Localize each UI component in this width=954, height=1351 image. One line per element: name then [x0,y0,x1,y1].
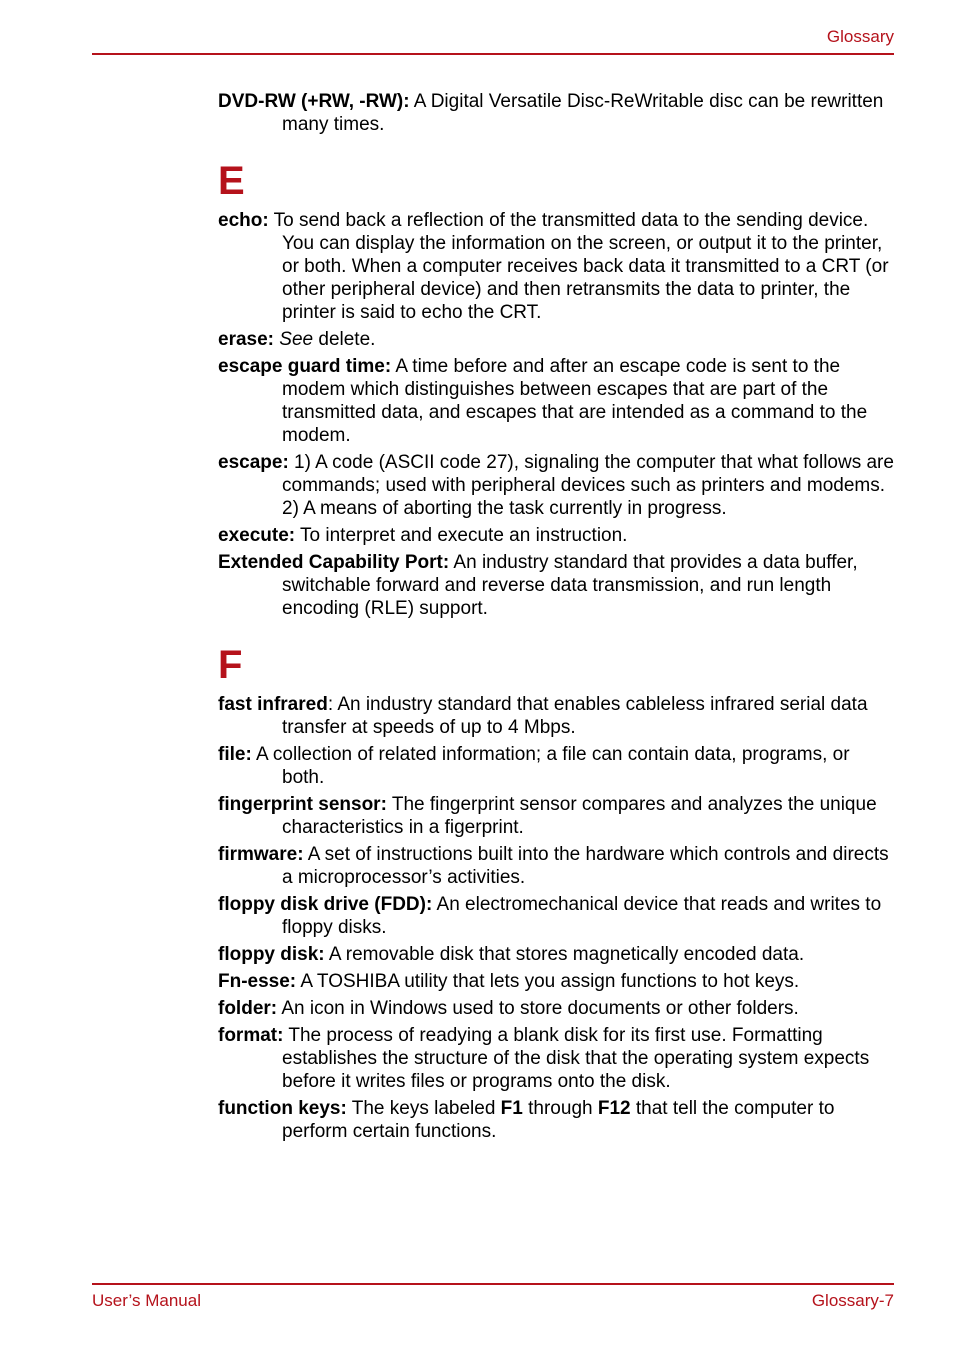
glossary-entry-escape-guard-time [218,355,894,447]
glossary-term: folder: [218,998,278,1019]
footer-rule [92,1283,894,1285]
glossary-entry-floppy-disk-drive [218,893,894,939]
glossary-term: fingerprint sensor: [218,794,387,815]
glossary-term: floppy disk drive (FDD): [218,894,433,915]
glossary-definition: The process of readying a blank disk for its first use. Formatting establishes the structure of the disk that the operating system expects before it writes files or programs onto the disk. [282,1025,870,1092]
page-header-title: Glossary [826,27,894,46]
glossary-definition: A Digital Versatile Disc-ReWritable disc can be rewritten many times. [282,91,884,135]
glossary-definition: A removable disk that stores magnetically encoded data. [324,944,805,965]
glossary-term: file: [218,744,252,765]
glossary-definition: An industry standard that provides a data buffer, switchable forward and reverse data transmission, and run length encoding (RLE) support. [282,552,858,619]
glossary-entry-function-keys [218,1097,894,1143]
key-label-f1: F1 [500,1098,523,1119]
glossary-term: DVD-RW (+RW, -RW): [218,91,410,112]
glossary-entry-fast-infrared [218,693,894,739]
glossary-entry-escape [218,451,894,520]
glossary-term: erase: [218,329,274,350]
glossary-definition-tail: that tell the computer to perform certain functions. [282,1098,835,1142]
footer-manual-title: User’s Manual [92,1291,201,1310]
section-letter-f: F [218,643,243,687]
section-letter-e: E [218,159,245,203]
glossary-definition-continued: 2) A means of aborting the task currently in progress. [282,498,727,519]
glossary-entry-fn-esse [218,970,894,993]
key-label-f12: F12 [597,1098,631,1119]
glossary-definition: delete. [313,329,376,350]
glossary-entry-echo [218,209,894,324]
glossary-definition: To send back a reflection of the transmitted data to the sending device. You can display the information on the screen, or output it to the printer, or both. When a computer receives back data it transmitted to a CRT (or other peripheral device) and then retransmits the data to printer, the printer is said to echo the CRT. [268,210,889,323]
glossary-entry-execute [218,524,894,547]
glossary-definition-mid: through [522,1098,598,1119]
glossary-term: function keys: [218,1098,347,1119]
header-rule [92,53,894,55]
footer-page-number: Glossary-7 [811,1291,894,1310]
glossary-definition: The keys labeled [346,1098,501,1119]
glossary-term: fast infrared [218,694,328,715]
glossary-entry-format [218,1024,894,1093]
glossary-definition-emphasis: See [279,329,314,350]
glossary-term: format: [218,1025,284,1046]
glossary-definition: A time before and after an escape code is sent to the modem which distinguishes between escapes that are part of the transmitted data, and escapes that are intended as a command to the modem. [282,356,868,446]
glossary-entry-floppy-disk [218,943,894,966]
glossary-definition: The fingerprint sensor compares and analyzes the unique characteristics in a figerprint. [282,794,877,838]
glossary-entry-dvd-rw [218,90,894,136]
glossary-term: Extended Capability Port: [218,552,450,573]
glossary-definition: An icon in Windows used to store documents or other folders. [277,998,799,1019]
glossary-entry-folder [218,997,894,1020]
glossary-term: Fn-esse: [218,971,297,992]
glossary-entry-extended-capability-port [218,551,894,620]
glossary-entry-firmware [218,843,894,889]
glossary-term: execute: [218,525,296,546]
glossary-definition: A TOSHIBA utility that lets you assign functions to hot keys. [296,971,800,992]
glossary-definition: A collection of related information; a file can contain data, programs, or both. [251,744,850,788]
glossary-definition: To interpret and execute an instruction. [295,525,628,546]
glossary-term: escape: [218,452,289,473]
glossary-entry-erase [218,328,894,351]
glossary-entry-fingerprint-sensor [218,793,894,839]
glossary-term: escape guard time: [218,356,392,377]
glossary-definition: 1) A code (ASCII code 27), signaling the computer that what follows are commands; used with peripheral devices such as printers and modems. [282,452,894,496]
glossary-definition: : An industry standard that enables cableless infrared serial data transfer at speeds of up to 4 Mbps. [282,694,868,738]
glossary-term: firmware: [218,844,304,865]
glossary-entry-file [218,743,894,789]
glossary-definition: A set of instructions built into the hardware which controls and directs a microprocessor’s activities. [282,844,889,888]
glossary-content [218,90,894,1147]
glossary-term: echo: [218,210,269,231]
glossary-term: floppy disk: [218,944,325,965]
glossary-definition: An electromechanical device that reads and writes to floppy disks. [282,894,882,938]
